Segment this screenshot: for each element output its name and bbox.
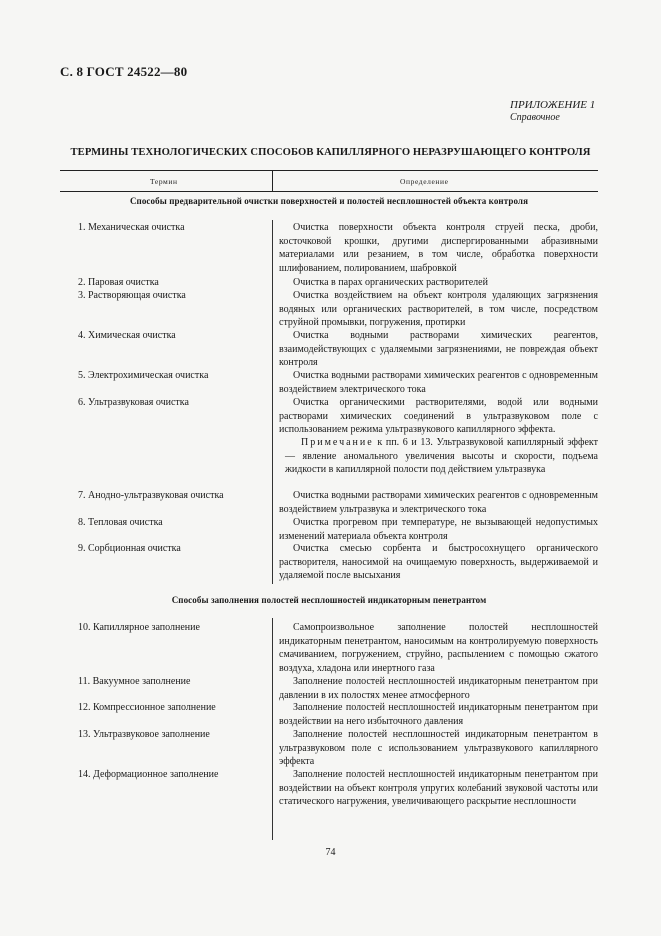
- column-divider: [272, 618, 273, 840]
- term-row-1: 1. Механическая очистка: [78, 222, 185, 233]
- document-title: ТЕРМИНЫ ТЕХНОЛОГИЧЕСКИХ СПОСОБОВ КАПИЛЛЯРНОГО НЕРАЗРУШАЮЩЕГО КОНТРОЛЯ: [70, 147, 591, 158]
- column-header-term: Термин: [150, 177, 178, 186]
- term-row-5: 5. Электрохимическая очистка: [78, 370, 209, 381]
- term-row-7: 7. Анодно-ультразвуковая очистка: [78, 490, 224, 501]
- definition-row-1: Очистка поверхности объекта контроля струей песка, дроби, косточковой крошки, другими диспергированными абразивными материалами или резанием, в том числе, обработка поверхности шлифованием, полированием, шабровкой: [279, 222, 598, 274]
- appendix-label: ПРИЛОЖЕНИЕ 1: [510, 99, 596, 111]
- definition-row-5: Очистка водными растворами химических реагентов с одновременным воздействием электрического тока: [279, 370, 598, 395]
- term-row-10: 10. Капиллярное заполнение: [78, 622, 200, 633]
- document-header: С. 8 ГОСТ 24522—80: [60, 64, 188, 79]
- term-row-12: 12. Компрессионное заполнение: [78, 702, 216, 713]
- term-row-9: 9. Сорбционная очистка: [78, 543, 181, 554]
- column-divider: [272, 220, 273, 584]
- definition-row-8: Очистка прогревом при температуре, не вызывающей недопустимых изменений материала объекта контроля: [279, 517, 598, 542]
- definition-row-14: Заполнение полостей несплошностей индикаторным пенетрантом при воздействии на объект контроля упругих колебаний звуковой частоты или статического нагружения, увеличивающего раскрытие несплошности: [279, 769, 598, 807]
- term-row-11: 11. Вакуумное заполнение: [78, 676, 191, 687]
- term-row-2: 2. Паровая очистка: [78, 277, 159, 288]
- note-block: [285, 436, 598, 477]
- term-row-6: 6. Ультразвуковая очистка: [78, 397, 189, 408]
- section-title-cleaning: Способы предварительной очистки поверхностей и полостей несплошностей объекта контроля: [129, 196, 529, 206]
- appendix-subtitle: Справочное: [510, 112, 560, 123]
- term-row-8: 8. Тепловая очистка: [78, 517, 163, 528]
- note-label: Примечание: [301, 437, 374, 448]
- definition-row-4: Очистка водными растворами химических реагентов, взаимодействующих с удаляемыми загрязнениями, не повреждая объект контроля: [279, 330, 598, 368]
- definition-row-3: Очистка воздействием на объект контроля удаляющих загрязнения водяных или органических растворителей, в том числе, посредством струйной промывки, погружения, протирки: [279, 290, 598, 328]
- column-header-definition: Определение: [400, 177, 449, 186]
- definition-row-10: Самопроизвольное заполнение полостей несплошностей индикаторным пенетрантом, наносимым на контролируемую поверхность смачиванием, погружением, струйно, распылением с помощью сжатого воздуха, хладона или инертного газа: [279, 622, 598, 674]
- page-number: 74: [325, 847, 336, 858]
- definition-row-9: Очистка смесью сорбента и быстросохнущего органического растворителя, наносимой на очищаемую поверхность, выдерживаемой и удаляемой после высыхания: [279, 543, 598, 581]
- term-row-3: 3. Растворяющая очистка: [78, 290, 186, 301]
- definition-row-7: Очистка водными растворами химических реагентов с одновременным воздействием ультразвука и электрического тока: [279, 490, 598, 515]
- definition-row-13: Заполнение полостей несплошностей индикаторным пенетрантом в ультразвуковом поле с использованием ультразвукового капиллярного эффекта: [279, 729, 598, 767]
- section-title-filling: Способы заполнения полостей несплошностей индикаторным пенетрантом: [171, 595, 487, 605]
- term-row-13: 13. Ультразвуковое заполнение: [78, 729, 210, 740]
- definition-row-2: Очистка в парах органических растворителей: [293, 277, 488, 288]
- table-header-rule: [60, 191, 598, 192]
- definition-row-11: Заполнение полостей несплошностей индикаторным пенетрантом при давлении в их полостях менее атмосферного: [279, 676, 598, 701]
- term-row-4: 4. Химическая очистка: [78, 330, 176, 341]
- definition-row-12: Заполнение полостей несплошностей индикаторным пенетрантом при воздействии на него избыточного давления: [279, 702, 598, 727]
- column-header-separator: [272, 171, 273, 191]
- term-row-14: 14. Деформационное заполнение: [78, 769, 219, 780]
- table-top-rule: [60, 170, 598, 171]
- note-text: к пп. 6 и 13. Ультразвуковой капиллярный эффект — явление аномального увеличения высоты и скорости, подъема жидкости в капиллярной полости под действием ультразвука: [285, 437, 598, 475]
- definition-row-6: Очистка органическими растворителями, водой или водными растворами химических соединений в ультразвуковом поле с использованием режима ультразвукового капиллярного эффекта.: [279, 397, 598, 435]
